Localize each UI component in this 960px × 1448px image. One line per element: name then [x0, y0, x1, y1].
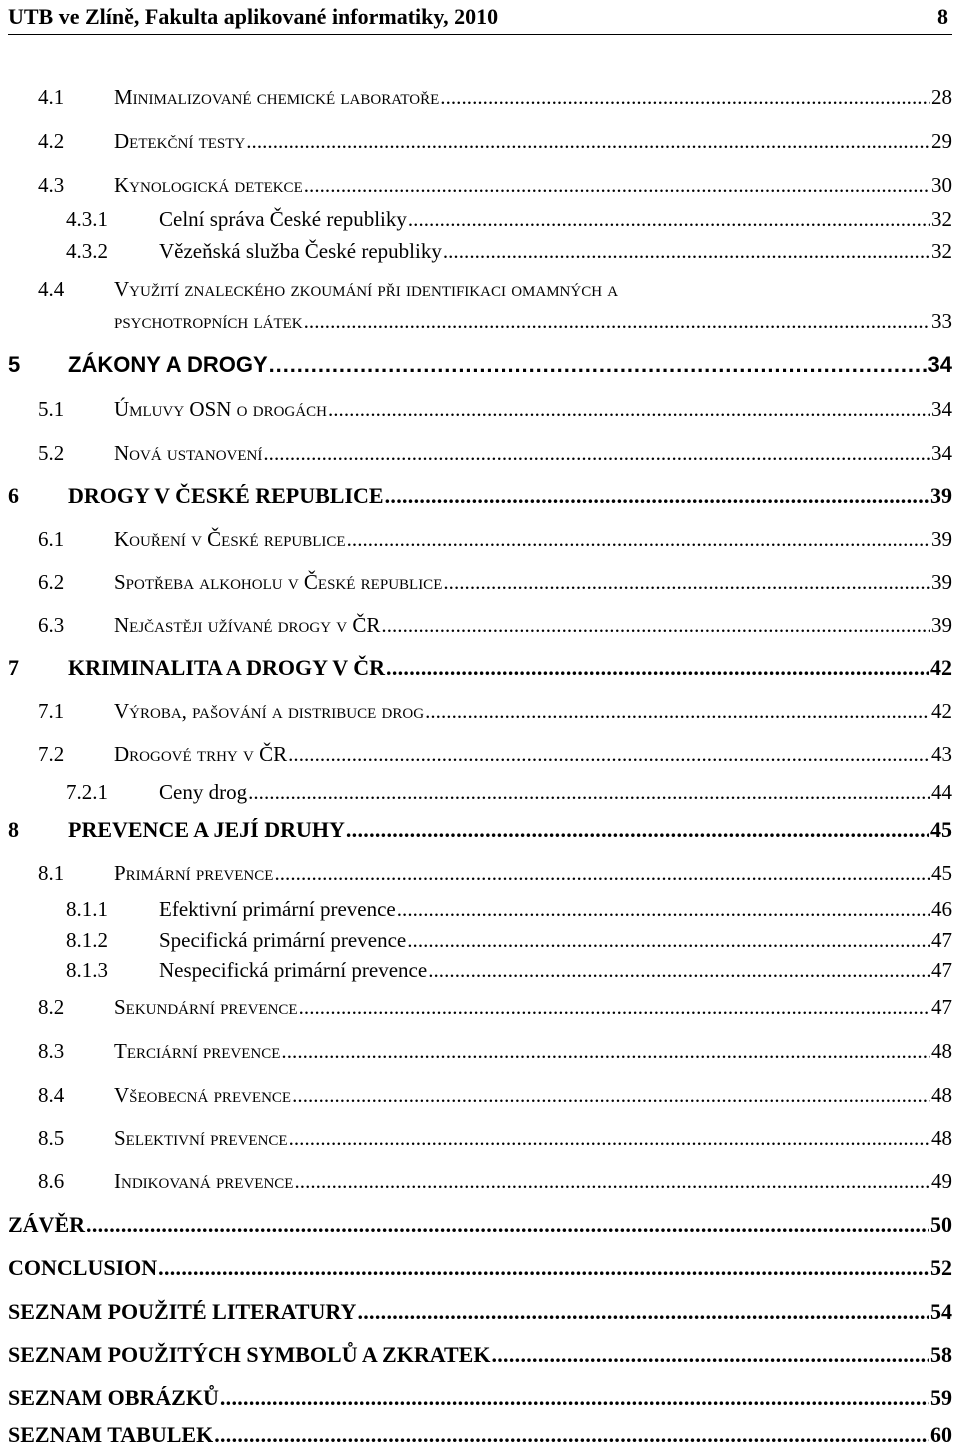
toc-title: DROGY V ČESKÉ REPUBLICE	[68, 483, 384, 508]
toc-leader	[304, 311, 930, 332]
toc-page: 43	[931, 742, 952, 766]
toc-number: 6	[8, 483, 19, 508]
toc-entry[interactable]	[0, 78, 952, 108]
toc-number: 4.4	[38, 277, 65, 301]
toc-page: 42	[930, 655, 952, 680]
toc-entry[interactable]	[0, 890, 952, 920]
toc-page: 60	[930, 1422, 952, 1447]
toc-page: 39	[931, 570, 952, 594]
toc-entry[interactable]	[0, 1119, 952, 1149]
toc-entry[interactable]	[0, 563, 952, 593]
toc-leader	[385, 485, 929, 507]
toc-number: 8	[8, 817, 19, 842]
toc-title: Sekundární prevence	[114, 995, 298, 1019]
toc-leader	[357, 1301, 929, 1323]
toc-title: Ceny drog	[159, 780, 248, 804]
toc-entry[interactable]	[0, 122, 952, 152]
toc-leader	[381, 615, 930, 636]
toc-title: Primární prevence	[114, 861, 274, 885]
toc-title: PREVENCE A JEJÍ DRUHY	[68, 817, 345, 842]
toc-leader	[246, 131, 930, 152]
toc-number: 5	[8, 352, 21, 377]
toc-title: Celní správa České republiky	[159, 207, 407, 231]
toc-entry-continuation[interactable]	[0, 302, 952, 332]
toc-leader	[269, 354, 927, 376]
toc-page: 48	[931, 1126, 952, 1150]
toc-number: 8.2	[38, 995, 65, 1019]
toc-leader	[428, 960, 930, 981]
toc-title: psychotropních látek	[114, 309, 303, 333]
toc-page: 46	[931, 897, 952, 921]
toc-title: Terciární prevence	[114, 1039, 281, 1063]
toc-number: 4.2	[38, 129, 65, 153]
toc-leader	[346, 819, 929, 841]
toc-leader	[407, 930, 930, 951]
toc-leader	[248, 782, 930, 803]
toc-page: 34	[931, 441, 952, 465]
toc-title: Nová ustanovení	[114, 441, 263, 465]
toc-number: 8.6	[38, 1169, 65, 1193]
toc-number: 8.1.2	[66, 928, 108, 952]
toc-leader	[386, 657, 929, 679]
toc-page: 39	[931, 613, 952, 637]
toc-number: 7.2.1	[66, 780, 108, 804]
toc-page: 49	[931, 1169, 952, 1193]
toc-leader	[158, 1257, 929, 1279]
toc-leader	[440, 87, 930, 108]
toc-title: Úmluvy OSN o drogách	[114, 397, 327, 421]
toc-leader	[288, 744, 930, 765]
toc-page: 39	[930, 483, 952, 508]
toc-title: Všeobecná prevence	[114, 1083, 292, 1107]
toc-chapter[interactable]	[0, 811, 952, 841]
toc-number: 6.3	[38, 613, 65, 637]
toc-page: 45	[931, 861, 952, 885]
toc-entry[interactable]	[0, 1076, 952, 1106]
toc-title: Kouření v České republice	[114, 527, 346, 551]
toc-page: 47	[931, 958, 952, 982]
toc-chapter[interactable]	[0, 346, 952, 376]
toc-leader	[443, 572, 930, 593]
toc-page: 47	[931, 995, 952, 1019]
toc-title: Minimalizované chemické laboratoře	[114, 85, 440, 109]
toc-page: 50	[930, 1212, 952, 1237]
toc-title: SEZNAM POUŽITÉ LITERATURY	[8, 1299, 357, 1324]
toc-title: KRIMINALITA A DROGY V ČR	[68, 655, 386, 680]
toc-page: 52	[930, 1255, 952, 1280]
toc-number: 4.3.2	[66, 239, 108, 263]
toc-page: 48	[931, 1039, 952, 1063]
toc-page: 28	[931, 85, 952, 109]
toc-entry[interactable]	[0, 1162, 952, 1192]
toc-leader	[425, 701, 930, 722]
toc-chapter[interactable]	[0, 1416, 952, 1446]
toc-number: 8.3	[38, 1039, 65, 1063]
toc-entry[interactable]	[0, 692, 952, 722]
toc-leader	[299, 997, 930, 1018]
toc-leader	[220, 1387, 929, 1409]
toc-page: 34	[927, 352, 952, 377]
toc-entry[interactable]	[0, 390, 952, 420]
toc-chapter[interactable]	[0, 649, 952, 679]
toc-leader	[294, 1171, 930, 1192]
toc-leader	[289, 1128, 930, 1149]
toc-chapter[interactable]	[0, 1249, 952, 1279]
toc-title: Nejčastěji užívané drogy v ČR	[114, 613, 381, 637]
toc-entry[interactable]	[0, 520, 952, 550]
toc-title: Vězeňská služba České republiky	[159, 239, 442, 263]
toc-leader	[214, 1424, 929, 1446]
toc-title: ZÁVĚR	[8, 1212, 86, 1237]
header-title: UTB ve Zlíně, Fakulta aplikované informatiky, 2010	[8, 4, 499, 29]
toc-entry[interactable]	[0, 988, 952, 1018]
toc-number: 5.1	[38, 397, 65, 421]
header-page-number: 8	[937, 4, 948, 29]
toc-number: 6.2	[38, 570, 65, 594]
toc-page: 47	[931, 928, 952, 952]
toc-title: Výroba, pašování a distribuce drog	[114, 699, 425, 723]
toc-title: Detekční testy	[114, 129, 246, 153]
toc-leader	[397, 899, 930, 920]
toc-entry[interactable]	[0, 434, 952, 464]
toc-page: 32	[931, 239, 952, 263]
toc-title: Efektivní primární prevence	[159, 897, 396, 921]
toc-number: 4.1	[38, 85, 65, 109]
toc-chapter[interactable]	[0, 1293, 952, 1323]
toc-leader	[281, 1041, 930, 1062]
toc-leader	[274, 863, 930, 884]
toc-page: 59	[930, 1385, 952, 1410]
toc-page: 32	[931, 207, 952, 231]
toc-number: 4.3.1	[66, 207, 108, 231]
toc-page: 39	[931, 527, 952, 551]
toc-leader	[408, 209, 930, 230]
toc-leader	[347, 529, 930, 550]
toc-leader	[263, 443, 930, 464]
toc-entry[interactable]	[0, 1032, 952, 1062]
toc-leader	[86, 1214, 929, 1236]
toc-number: 8.5	[38, 1126, 65, 1150]
toc-entry[interactable]	[0, 606, 952, 636]
toc-page: 30	[931, 173, 952, 197]
toc-number: 7	[8, 655, 19, 680]
toc-title: Specifická primární prevence	[159, 928, 407, 952]
toc-entry[interactable]	[0, 921, 952, 951]
toc-page: 44	[931, 780, 952, 804]
toc-number: 6.1	[38, 527, 65, 551]
toc-page: 58	[930, 1342, 952, 1367]
toc-chapter[interactable]	[0, 1336, 952, 1366]
toc-title: Nespecifická primární prevence	[159, 958, 428, 982]
toc-page: 42	[931, 699, 952, 723]
toc-number: 4.3	[38, 173, 65, 197]
toc-title: SEZNAM OBRÁZKŮ	[8, 1385, 219, 1410]
toc-title: Selektivní prevence	[114, 1126, 288, 1150]
toc-page: 34	[931, 397, 952, 421]
toc-number: 8.1	[38, 861, 65, 885]
toc-title: Indikovaná prevence	[114, 1169, 294, 1193]
page-header	[8, 0, 952, 35]
toc-number: 8.4	[38, 1083, 65, 1107]
toc-title: Využití znaleckého zkoumání při identifikaci omamných a	[114, 277, 619, 301]
toc-title: ZÁKONY A DROGY	[68, 352, 268, 377]
toc-page: 54	[930, 1299, 952, 1324]
toc-entry[interactable]	[0, 270, 618, 300]
toc-title: SEZNAM TABULEK	[8, 1422, 214, 1447]
toc-chapter[interactable]	[0, 477, 952, 507]
toc-title: CONCLUSION	[8, 1255, 158, 1280]
toc-entry[interactable]	[0, 773, 952, 803]
toc-title: Drogové trhy v ČR	[114, 742, 288, 766]
toc-leader	[328, 399, 930, 420]
toc-page: 45	[930, 817, 952, 842]
toc-page: 29	[931, 129, 952, 153]
toc-chapter[interactable]	[0, 1206, 952, 1236]
toc-entry[interactable]	[0, 854, 952, 884]
toc-number: 8.1.1	[66, 897, 108, 921]
toc-page: 33	[931, 309, 952, 333]
toc-title: Kynologická detekce	[114, 173, 303, 197]
toc-leader	[292, 1085, 930, 1106]
toc-entry[interactable]	[0, 166, 952, 196]
toc-chapter[interactable]	[0, 1379, 952, 1409]
toc-entry[interactable]	[0, 200, 952, 230]
toc-number: 7.1	[38, 699, 65, 723]
toc-leader	[491, 1344, 929, 1366]
toc-number: 8.1.3	[66, 958, 108, 982]
toc-number: 7.2	[38, 742, 65, 766]
toc-number: 5.2	[38, 441, 65, 465]
toc-title: Spotřeba alkoholu v České republice	[114, 570, 443, 594]
toc-leader	[443, 241, 930, 262]
toc-entry[interactable]	[0, 232, 952, 262]
toc-title: SEZNAM POUŽITÝCH SYMBOLŮ A ZKRATEK	[8, 1342, 491, 1367]
toc-entry[interactable]	[0, 951, 952, 981]
toc-leader	[304, 175, 930, 196]
toc-entry[interactable]	[0, 735, 952, 765]
toc-page: 48	[931, 1083, 952, 1107]
